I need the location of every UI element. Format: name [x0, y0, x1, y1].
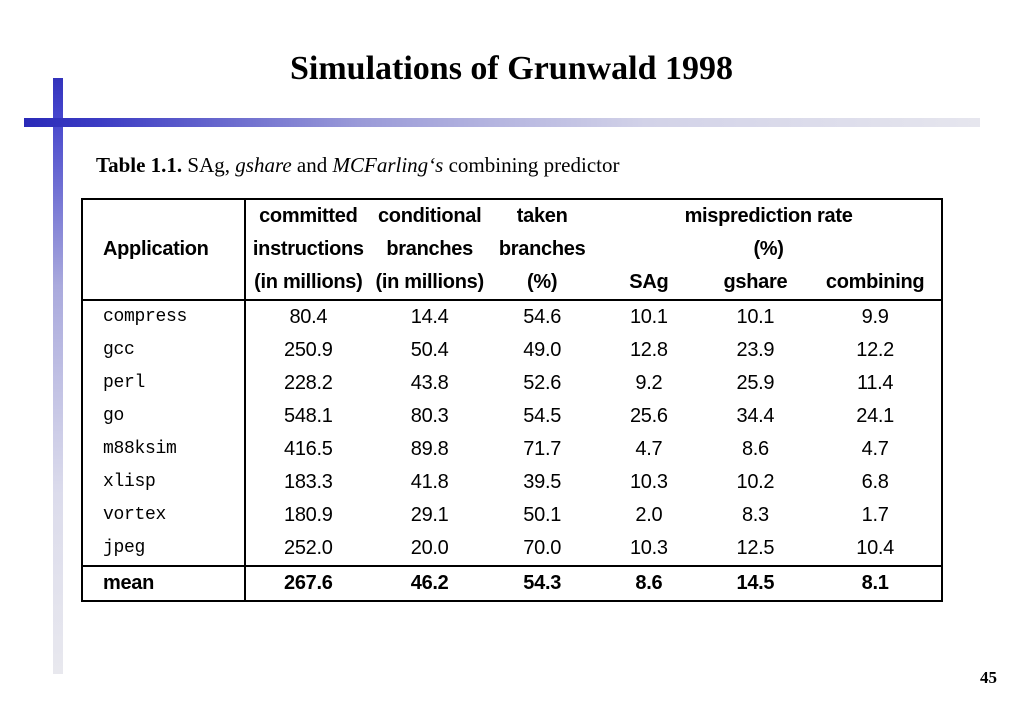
- conditional-value: 80.3: [410, 405, 449, 427]
- table-row: [82, 300, 942, 334]
- header-conditional-3: (in millions): [371, 266, 488, 300]
- combining-value: 12.2: [856, 339, 894, 361]
- slide-title: Simulations of Grunwald 1998: [289, 50, 734, 87]
- taken-value: 70.0: [523, 537, 562, 559]
- header-row-2: [82, 233, 942, 266]
- app-name: m88ksim: [82, 433, 245, 466]
- header-misprediction-2: (%): [753, 238, 784, 260]
- header-row-3: [82, 266, 942, 300]
- header-conditional-2: branches: [386, 238, 473, 260]
- taken-value: 54.6: [523, 306, 562, 328]
- app-name: vortex: [82, 499, 245, 532]
- table-row: [82, 367, 942, 400]
- header-committed-3: (in millions): [245, 266, 372, 300]
- committed-value: 183.3: [284, 471, 333, 493]
- committed-value: 416.5: [284, 438, 333, 460]
- conditional-value: 50.4: [410, 339, 449, 361]
- table-row: [82, 334, 942, 367]
- header-gshare: gshare: [702, 266, 810, 300]
- sag-value: 10.3: [629, 471, 668, 493]
- combining-value: 24.1: [856, 405, 894, 427]
- combining-value: 9.9: [861, 306, 889, 328]
- caption-gshare: gshare: [235, 153, 292, 177]
- horizontal-accent-bar: [24, 118, 980, 127]
- header-taken-2: branches: [498, 238, 586, 260]
- mean-combining: 8.1: [809, 566, 942, 601]
- sag-value: 12.8: [629, 339, 668, 361]
- table-caption: [96, 153, 619, 178]
- gshare-value: 8.6: [741, 438, 769, 460]
- gshare-value: 10.1: [736, 306, 775, 328]
- sag-value: 4.7: [635, 438, 663, 460]
- header-misprediction-1: misprediction rate: [684, 205, 853, 227]
- header-combining: combining: [809, 266, 942, 300]
- conditional-value: 43.8: [410, 372, 449, 394]
- app-name: gcc: [82, 334, 245, 367]
- table-row: [82, 433, 942, 466]
- conditional-value: 20.0: [410, 537, 449, 559]
- conditional-value: 89.8: [410, 438, 449, 460]
- caption-text-1: SAg,: [182, 153, 236, 177]
- conditional-value: 14.4: [410, 306, 449, 328]
- taken-value: 50.1: [523, 504, 562, 526]
- combining-value: 6.8: [861, 471, 889, 493]
- sag-value: 10.1: [629, 306, 668, 328]
- table-row: [82, 532, 942, 566]
- committed-value: 180.9: [284, 504, 333, 526]
- gshare-value: 25.9: [736, 372, 775, 394]
- page-number: 45: [980, 668, 997, 687]
- combining-value: 10.4: [856, 537, 894, 559]
- vertical-accent-bar: [53, 78, 63, 674]
- committed-value: 548.1: [284, 405, 333, 427]
- header-committed-1: committed: [259, 205, 358, 227]
- header-conditional-1: conditional: [377, 205, 482, 227]
- mean-conditional: 46.2: [371, 566, 488, 601]
- committed-value: 252.0: [284, 537, 333, 559]
- app-name: jpeg: [82, 532, 245, 566]
- mean-gshare: 14.5: [702, 566, 810, 601]
- table-row: [82, 400, 942, 433]
- committed-value: 80.4: [289, 306, 328, 328]
- caption-label: Table 1.1.: [96, 153, 183, 177]
- caption-text-2: and: [291, 153, 333, 177]
- simulation-results-table: [81, 198, 943, 602]
- mean-row: [82, 566, 942, 601]
- header-application-blank: [82, 199, 245, 233]
- sag-value: 9.2: [635, 372, 663, 394]
- gshare-value: 8.3: [741, 504, 769, 526]
- table-row: [82, 466, 942, 499]
- caption-text-3: combining predictor: [443, 153, 620, 177]
- mean-committed: 267.6: [245, 566, 372, 601]
- sag-value: 2.0: [635, 504, 663, 526]
- taken-value: 71.7: [523, 438, 562, 460]
- gshare-value: 23.9: [736, 339, 775, 361]
- caption-mcfarling: MCFarling‘s: [332, 153, 444, 177]
- sag-value: 10.3: [629, 537, 668, 559]
- combining-value: 11.4: [856, 372, 894, 394]
- conditional-value: 41.8: [410, 471, 449, 493]
- header-row-1: [82, 199, 942, 233]
- mean-label: mean: [82, 566, 245, 601]
- header-application: Application: [82, 233, 245, 266]
- header-taken-1: taken: [516, 205, 568, 227]
- taken-value: 52.6: [523, 372, 562, 394]
- header-committed-2: instructions: [252, 238, 364, 260]
- committed-value: 250.9: [284, 339, 333, 361]
- mean-sag: 8.6: [596, 566, 701, 601]
- header-taken-3: (%): [488, 266, 596, 300]
- gshare-value: 34.4: [736, 405, 775, 427]
- app-name: xlisp: [82, 466, 245, 499]
- sag-value: 25.6: [629, 405, 668, 427]
- app-name: perl: [82, 367, 245, 400]
- conditional-value: 29.1: [410, 504, 449, 526]
- taken-value: 54.5: [523, 405, 562, 427]
- committed-value: 228.2: [284, 372, 333, 394]
- mean-taken: 54.3: [488, 566, 596, 601]
- table-row: [82, 499, 942, 532]
- app-name: compress: [82, 300, 245, 334]
- combining-value: 4.7: [861, 438, 889, 460]
- combining-value: 1.7: [861, 504, 889, 526]
- taken-value: 39.5: [523, 471, 562, 493]
- header-sag: SAg: [596, 266, 701, 300]
- header-application-blank-2: [82, 266, 245, 300]
- app-name: go: [82, 400, 245, 433]
- taken-value: 49.0: [523, 339, 562, 361]
- gshare-value: 12.5: [736, 537, 775, 559]
- gshare-value: 10.2: [736, 471, 775, 493]
